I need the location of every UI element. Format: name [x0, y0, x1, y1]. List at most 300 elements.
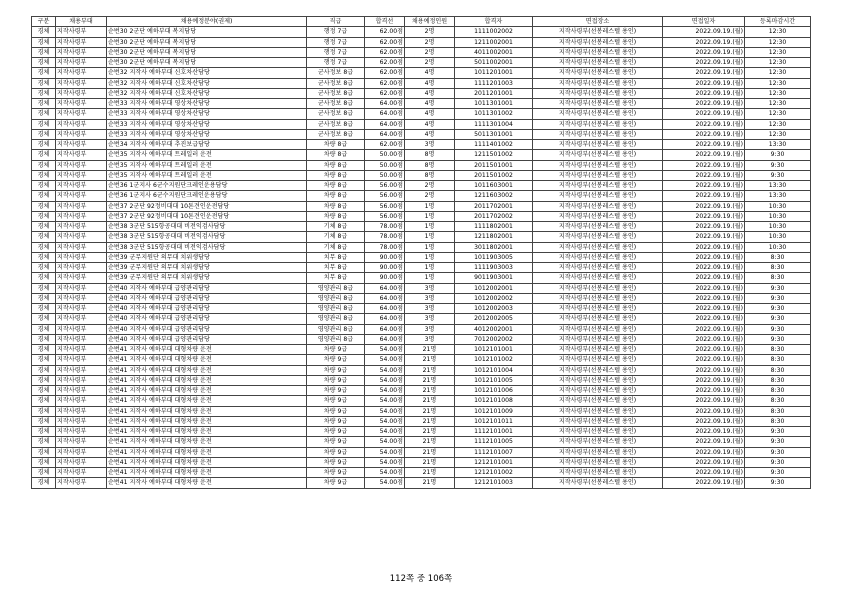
cell-unit: 지작사령부 [56, 386, 107, 396]
cell-date: 2022.09.19.(월) [663, 170, 745, 180]
cell-deadline: 9:30 [745, 170, 811, 180]
cell-headcount: 3명 [405, 314, 455, 324]
cell-deadline: 12:30 [745, 88, 811, 98]
cell-deadline: 12:30 [745, 129, 811, 139]
cell-headcount: 21명 [405, 437, 455, 447]
cell-location: 지작사령부(선봉레스텔 용인) [533, 375, 663, 385]
cell-category: 경체 [32, 211, 56, 221]
cell-deadline: 12:30 [745, 37, 811, 47]
cell-headcount: 21명 [405, 416, 455, 426]
cell-deadline: 12:30 [745, 27, 811, 37]
cell-unit: 지작사령부 [56, 437, 107, 447]
cell-grade: 차량 8급 [307, 201, 365, 211]
cell-category: 경체 [32, 304, 56, 314]
cell-category: 경체 [32, 375, 56, 385]
header-cutoff: 합격선 [365, 17, 405, 27]
cell-deadline: 9:30 [745, 437, 811, 447]
header-unit: 채용부대 [56, 17, 107, 27]
header-field: 채용예정분야(권제) [107, 17, 307, 27]
cell-cutoff: 62.00점 [365, 37, 405, 47]
cell-location: 지작사령부(선봉레스텔 용인) [533, 468, 663, 478]
header-applicant: 합격자 [455, 17, 533, 27]
table-row [32, 242, 811, 252]
cell-deadline: 10:30 [745, 201, 811, 211]
table-row [32, 375, 811, 385]
cell-unit: 지작사령부 [56, 181, 107, 191]
cell-date: 2022.09.19.(월) [663, 119, 745, 129]
cell-date: 2022.09.19.(월) [663, 222, 745, 232]
table-row [32, 386, 811, 396]
cell-headcount: 1명 [405, 232, 455, 242]
cell-unit: 지작사령부 [56, 58, 107, 68]
cell-cutoff: 78.00점 [365, 242, 405, 252]
cell-category: 경체 [32, 222, 56, 232]
cell-field: 순번30 2군단 예하부대 복지담당 [107, 47, 307, 57]
table-row [32, 88, 811, 98]
cell-unit: 지작사령부 [56, 416, 107, 426]
cell-location: 지작사령부(선봉레스텔 용인) [533, 365, 663, 375]
cell-applicant: 1111903003 [455, 263, 533, 273]
cell-applicant: 1112101007 [455, 447, 533, 457]
page-number: 112쪽 중 106쪽 [389, 574, 453, 584]
table-row [32, 140, 811, 150]
cell-deadline: 9:30 [745, 160, 811, 170]
cell-location: 지작사령부(선봉레스텔 용인) [533, 170, 663, 180]
cell-deadline: 10:30 [745, 222, 811, 232]
cell-field: 순번30 2군단 예하부대 복지담당 [107, 27, 307, 37]
cell-location: 지작사령부(선봉레스텔 용인) [533, 211, 663, 221]
cell-category: 경체 [32, 68, 56, 78]
cell-unit: 지작사령부 [56, 406, 107, 416]
cell-location: 지작사령부(선봉레스텔 용인) [533, 68, 663, 78]
cell-location: 지작사령부(선봉레스텔 용인) [533, 396, 663, 406]
cell-date: 2022.09.19.(월) [663, 293, 745, 303]
cell-field: 순번41 지작사 예하부대 대형차량 운전 [107, 345, 307, 355]
table-row [32, 355, 811, 365]
cell-date: 2022.09.19.(월) [663, 37, 745, 47]
cell-location: 지작사령부(선봉레스텔 용인) [533, 232, 663, 242]
cell-location: 지작사령부(선봉레스텔 용인) [533, 293, 663, 303]
table-row [32, 222, 811, 232]
cell-unit: 지작사령부 [56, 232, 107, 242]
cell-applicant: 1111802001 [455, 222, 533, 232]
cell-grade: 차량 9급 [307, 386, 365, 396]
cell-cutoff: 54.00점 [365, 478, 405, 488]
cell-cutoff: 64.00점 [365, 119, 405, 129]
table-row [32, 396, 811, 406]
cell-applicant: 1211501002 [455, 150, 533, 160]
results-table [31, 16, 811, 489]
cell-category: 경체 [32, 181, 56, 191]
cell-field: 순번41 지작사 예하부대 대형차량 운전 [107, 355, 307, 365]
cell-date: 2022.09.19.(월) [663, 355, 745, 365]
cell-applicant: 1012101008 [455, 396, 533, 406]
table-row [32, 129, 811, 139]
cell-field: 순번37 2군단 92정비대대 10톤견인운전담당 [107, 201, 307, 211]
cell-date: 2022.09.19.(월) [663, 201, 745, 211]
cell-grade: 군사정보 8급 [307, 88, 365, 98]
cell-date: 2022.09.19.(월) [663, 88, 745, 98]
cell-deadline: 10:30 [745, 242, 811, 252]
cell-date: 2022.09.19.(월) [663, 457, 745, 467]
cell-applicant: 1012002003 [455, 304, 533, 314]
cell-date: 2022.09.19.(월) [663, 191, 745, 201]
cell-category: 경체 [32, 47, 56, 57]
cell-date: 2022.09.19.(월) [663, 160, 745, 170]
cell-cutoff: 62.00점 [365, 47, 405, 57]
cell-category: 경체 [32, 386, 56, 396]
table-row [32, 324, 811, 334]
cell-headcount: 21명 [405, 427, 455, 437]
cell-cutoff: 54.00점 [365, 457, 405, 467]
cell-cutoff: 78.00점 [365, 222, 405, 232]
cell-date: 2022.09.19.(월) [663, 396, 745, 406]
cell-grade: 영양관리 8급 [307, 334, 365, 344]
table-row [32, 478, 811, 488]
cell-applicant: 1212101001 [455, 457, 533, 467]
cell-headcount: 3명 [405, 140, 455, 150]
cell-cutoff: 64.00점 [365, 324, 405, 334]
cell-headcount: 4명 [405, 99, 455, 109]
cell-location: 지작사령부(선봉레스텔 용인) [533, 191, 663, 201]
cell-deadline: 12:30 [745, 109, 811, 119]
cell-cutoff: 54.00점 [365, 447, 405, 457]
cell-unit: 지작사령부 [56, 468, 107, 478]
cell-cutoff: 50.00점 [365, 160, 405, 170]
cell-date: 2022.09.19.(월) [663, 324, 745, 334]
cell-grade: 행정 7급 [307, 47, 365, 57]
table-row [32, 201, 811, 211]
cell-grade: 차량 8급 [307, 211, 365, 221]
cell-deadline: 12:30 [745, 119, 811, 129]
cell-applicant: 1011301002 [455, 109, 533, 119]
cell-date: 2022.09.19.(월) [663, 365, 745, 375]
cell-deadline: 8:30 [745, 345, 811, 355]
cell-field: 순번40 지작사 예하부대 급양관리담당 [107, 334, 307, 344]
cell-location: 지작사령부(선봉레스텔 용인) [533, 252, 663, 262]
table-row [32, 334, 811, 344]
table-row [32, 78, 811, 88]
cell-grade: 차량 8급 [307, 140, 365, 150]
cell-date: 2022.09.19.(월) [663, 140, 745, 150]
cell-category: 경체 [32, 427, 56, 437]
cell-cutoff: 64.00점 [365, 99, 405, 109]
cell-grade: 군사정보 8급 [307, 99, 365, 109]
cell-field: 순번40 지작사 예하부대 급양관리담당 [107, 324, 307, 334]
cell-location: 지작사령부(선봉레스텔 용인) [533, 427, 663, 437]
cell-date: 2022.09.19.(월) [663, 252, 745, 262]
cell-field: 순번37 2군단 92정비대대 10톤견인운전담당 [107, 211, 307, 221]
cell-cutoff: 54.00점 [365, 427, 405, 437]
cell-cutoff: 62.00점 [365, 58, 405, 68]
cell-cutoff: 62.00점 [365, 27, 405, 37]
cell-category: 경체 [32, 99, 56, 109]
cell-headcount: 21명 [405, 375, 455, 385]
cell-headcount: 21명 [405, 478, 455, 488]
table-row [32, 170, 811, 180]
cell-applicant: 1012101001 [455, 345, 533, 355]
cell-field: 순번41 지작사 예하부대 대형차량 운전 [107, 386, 307, 396]
cell-category: 경체 [32, 109, 56, 119]
table-row [32, 447, 811, 457]
cell-unit: 지작사령부 [56, 324, 107, 334]
cell-headcount: 4명 [405, 109, 455, 119]
cell-headcount: 8명 [405, 160, 455, 170]
cell-grade: 차량 9급 [307, 447, 365, 457]
cell-unit: 지작사령부 [56, 345, 107, 355]
cell-location: 지작사령부(선봉레스텔 용인) [533, 119, 663, 129]
cell-category: 경체 [32, 365, 56, 375]
cell-headcount: 4명 [405, 68, 455, 78]
cell-category: 경체 [32, 150, 56, 160]
cell-category: 경체 [32, 170, 56, 180]
cell-applicant: 1211603002 [455, 191, 533, 201]
cell-deadline: 12:30 [745, 47, 811, 57]
cell-unit: 지작사령부 [56, 78, 107, 88]
cell-grade: 차량 9급 [307, 406, 365, 416]
cell-deadline: 13:30 [745, 140, 811, 150]
cell-headcount: 4명 [405, 88, 455, 98]
cell-location: 지작사령부(선봉레스텔 용인) [533, 314, 663, 324]
cell-category: 경체 [32, 263, 56, 273]
cell-location: 지작사령부(선봉레스텔 용인) [533, 222, 663, 232]
cell-date: 2022.09.19.(월) [663, 129, 745, 139]
header-date: 면접일자 [663, 17, 745, 27]
cell-cutoff: 56.00점 [365, 181, 405, 191]
cell-headcount: 21명 [405, 406, 455, 416]
cell-grade: 영양관리 8급 [307, 314, 365, 324]
cell-field: 순번39 군무지원단 의무대 치위생담당 [107, 273, 307, 283]
cell-grade: 영양관리 8급 [307, 293, 365, 303]
cell-date: 2022.09.19.(월) [663, 68, 745, 78]
cell-category: 경체 [32, 191, 56, 201]
table-row [32, 437, 811, 447]
cell-unit: 지작사령부 [56, 129, 107, 139]
cell-date: 2022.09.19.(월) [663, 109, 745, 119]
cell-category: 경체 [32, 58, 56, 68]
cell-location: 지작사령부(선봉레스텔 용인) [533, 478, 663, 488]
cell-headcount: 2명 [405, 47, 455, 57]
cell-category: 경체 [32, 457, 56, 467]
cell-grade: 차량 9급 [307, 478, 365, 488]
cell-date: 2022.09.19.(월) [663, 416, 745, 426]
cell-date: 2022.09.19.(월) [663, 99, 745, 109]
cell-date: 2022.09.19.(월) [663, 211, 745, 221]
cell-category: 경체 [32, 468, 56, 478]
cell-unit: 지작사령부 [56, 191, 107, 201]
cell-deadline: 10:30 [745, 211, 811, 221]
cell-grade: 치무 8급 [307, 252, 365, 262]
cell-cutoff: 64.00점 [365, 129, 405, 139]
cell-category: 경체 [32, 355, 56, 365]
cell-deadline: 8:30 [745, 365, 811, 375]
cell-headcount: 1명 [405, 201, 455, 211]
table-row [32, 252, 811, 262]
cell-field: 순번41 지작사 예하부대 대형차량 운전 [107, 437, 307, 447]
cell-category: 경체 [32, 252, 56, 262]
cell-unit: 지작사령부 [56, 293, 107, 303]
cell-deadline: 9:30 [745, 478, 811, 488]
table-row [32, 232, 811, 242]
cell-cutoff: 62.00점 [365, 88, 405, 98]
cell-grade: 차량 8급 [307, 170, 365, 180]
cell-cutoff: 54.00점 [365, 365, 405, 375]
cell-field: 순번38 3군단 515항공대대 비전익검사담당 [107, 232, 307, 242]
cell-date: 2022.09.19.(월) [663, 386, 745, 396]
cell-headcount: 1명 [405, 242, 455, 252]
cell-date: 2022.09.19.(월) [663, 406, 745, 416]
cell-headcount: 2명 [405, 58, 455, 68]
cell-applicant: 1111401002 [455, 140, 533, 150]
cell-deadline: 8:30 [745, 386, 811, 396]
cell-unit: 지작사령부 [56, 355, 107, 365]
cell-date: 2022.09.19.(월) [663, 232, 745, 242]
cell-field: 순번40 지작사 예하부대 급양관리담당 [107, 304, 307, 314]
cell-unit: 지작사령부 [56, 160, 107, 170]
cell-category: 경체 [32, 396, 56, 406]
cell-cutoff: 50.00점 [365, 150, 405, 160]
cell-field: 순번40 지작사 예하부대 급양관리담당 [107, 283, 307, 293]
cell-deadline: 9:30 [745, 447, 811, 457]
table-row [32, 68, 811, 78]
cell-headcount: 1명 [405, 252, 455, 262]
cell-headcount: 21명 [405, 345, 455, 355]
cell-deadline: 12:30 [745, 78, 811, 88]
cell-grade: 차량 9급 [307, 437, 365, 447]
cell-grade: 기체 8급 [307, 242, 365, 252]
cell-cutoff: 56.00점 [365, 211, 405, 221]
cell-field: 순번35 지작사 예하부대 트레일러 운전 [107, 160, 307, 170]
cell-category: 경체 [32, 334, 56, 344]
cell-headcount: 2명 [405, 27, 455, 37]
cell-headcount: 2명 [405, 191, 455, 201]
cell-date: 2022.09.19.(월) [663, 263, 745, 273]
cell-grade: 영양관리 8급 [307, 304, 365, 314]
cell-field: 순번40 지작사 예하부대 급양관리담당 [107, 314, 307, 324]
cell-applicant: 1212101003 [455, 478, 533, 488]
cell-headcount: 2명 [405, 37, 455, 47]
cell-cutoff: 54.00점 [365, 406, 405, 416]
cell-applicant: 1012101006 [455, 386, 533, 396]
cell-date: 2022.09.19.(월) [663, 304, 745, 314]
cell-category: 경체 [32, 324, 56, 334]
cell-headcount: 3명 [405, 334, 455, 344]
table-row [32, 58, 811, 68]
cell-headcount: 21명 [405, 447, 455, 457]
cell-cutoff: 54.00점 [365, 396, 405, 406]
cell-applicant: 1011903005 [455, 252, 533, 262]
table-row [32, 181, 811, 191]
cell-field: 순번30 2군단 예하부대 복지담당 [107, 37, 307, 47]
cell-unit: 지작사령부 [56, 252, 107, 262]
cell-location: 지작사령부(선봉레스텔 용인) [533, 273, 663, 283]
cell-location: 지작사령부(선봉레스텔 용인) [533, 283, 663, 293]
table-row [32, 211, 811, 221]
cell-cutoff: 62.00점 [365, 78, 405, 88]
cell-date: 2022.09.19.(월) [663, 242, 745, 252]
cell-cutoff: 90.00점 [365, 263, 405, 273]
cell-applicant: 5011002001 [455, 58, 533, 68]
cell-location: 지작사령부(선봉레스텔 용인) [533, 416, 663, 426]
cell-grade: 차량 8급 [307, 160, 365, 170]
cell-headcount: 3명 [405, 293, 455, 303]
cell-grade: 행정 7급 [307, 27, 365, 37]
cell-category: 경체 [32, 293, 56, 303]
cell-category: 경체 [32, 273, 56, 283]
cell-category: 경체 [32, 160, 56, 170]
header-location: 면접장소 [533, 17, 663, 27]
cell-deadline: 9:30 [745, 324, 811, 334]
cell-location: 지작사령부(선봉레스텔 용인) [533, 78, 663, 88]
cell-category: 경체 [32, 27, 56, 37]
cell-unit: 지작사령부 [56, 478, 107, 488]
cell-applicant: 1111301004 [455, 119, 533, 129]
cell-deadline: 8:30 [745, 263, 811, 273]
cell-headcount: 21명 [405, 355, 455, 365]
cell-category: 경체 [32, 416, 56, 426]
cell-unit: 지작사령부 [56, 222, 107, 232]
table-row [32, 37, 811, 47]
cell-deadline: 8:30 [745, 416, 811, 426]
cell-deadline: 9:30 [745, 293, 811, 303]
cell-deadline: 9:30 [745, 314, 811, 324]
cell-field: 순번41 지작사 예하부대 대형차량 운전 [107, 396, 307, 406]
cell-field: 순번34 지작사 예하부대 추진보급담당 [107, 140, 307, 150]
cell-applicant: 1012002001 [455, 283, 533, 293]
cell-unit: 지작사령부 [56, 150, 107, 160]
cell-headcount: 1명 [405, 263, 455, 273]
table-row [32, 365, 811, 375]
cell-grade: 치무 8급 [307, 273, 365, 283]
cell-grade: 치무 8급 [307, 263, 365, 273]
cell-headcount: 1명 [405, 222, 455, 232]
cell-field: 순번32 지작사 예하부대 신호차산담당 [107, 88, 307, 98]
cell-deadline: 12:30 [745, 58, 811, 68]
cell-deadline: 8:30 [745, 406, 811, 416]
cell-location: 지작사령부(선봉레스텔 용인) [533, 386, 663, 396]
cell-date: 2022.09.19.(월) [663, 345, 745, 355]
cell-grade: 차량 9급 [307, 345, 365, 355]
cell-location: 지작사령부(선봉레스텔 용인) [533, 447, 663, 457]
cell-category: 경체 [32, 283, 56, 293]
cell-applicant: 2011702001 [455, 201, 533, 211]
cell-location: 지작사령부(선봉레스텔 용인) [533, 304, 663, 314]
header-grade: 직급 [307, 17, 365, 27]
cell-unit: 지작사령부 [56, 211, 107, 221]
cell-field: 순번35 지작사 예하부대 트레일러 운전 [107, 150, 307, 160]
cell-deadline: 13:30 [745, 181, 811, 191]
table-row [32, 427, 811, 437]
cell-deadline: 9:30 [745, 457, 811, 467]
cell-date: 2022.09.19.(월) [663, 314, 745, 324]
cell-grade: 군사정보 8급 [307, 78, 365, 88]
cell-grade: 차량 9급 [307, 457, 365, 467]
table-row [32, 416, 811, 426]
cell-headcount: 1명 [405, 273, 455, 283]
cell-location: 지작사령부(선봉레스텔 용인) [533, 263, 663, 273]
cell-grade: 군사정보 8급 [307, 68, 365, 78]
cell-location: 지작사령부(선봉레스텔 용인) [533, 150, 663, 160]
cell-headcount: 21명 [405, 386, 455, 396]
cell-grade: 차량 8급 [307, 191, 365, 201]
cell-applicant: 4011002001 [455, 47, 533, 57]
cell-date: 2022.09.19.(월) [663, 273, 745, 283]
cell-cutoff: 50.00점 [365, 170, 405, 180]
table-row [32, 263, 811, 273]
cell-applicant: 1211002001 [455, 37, 533, 47]
cell-location: 지작사령부(선봉레스텔 용인) [533, 99, 663, 109]
cell-unit: 지작사령부 [56, 170, 107, 180]
